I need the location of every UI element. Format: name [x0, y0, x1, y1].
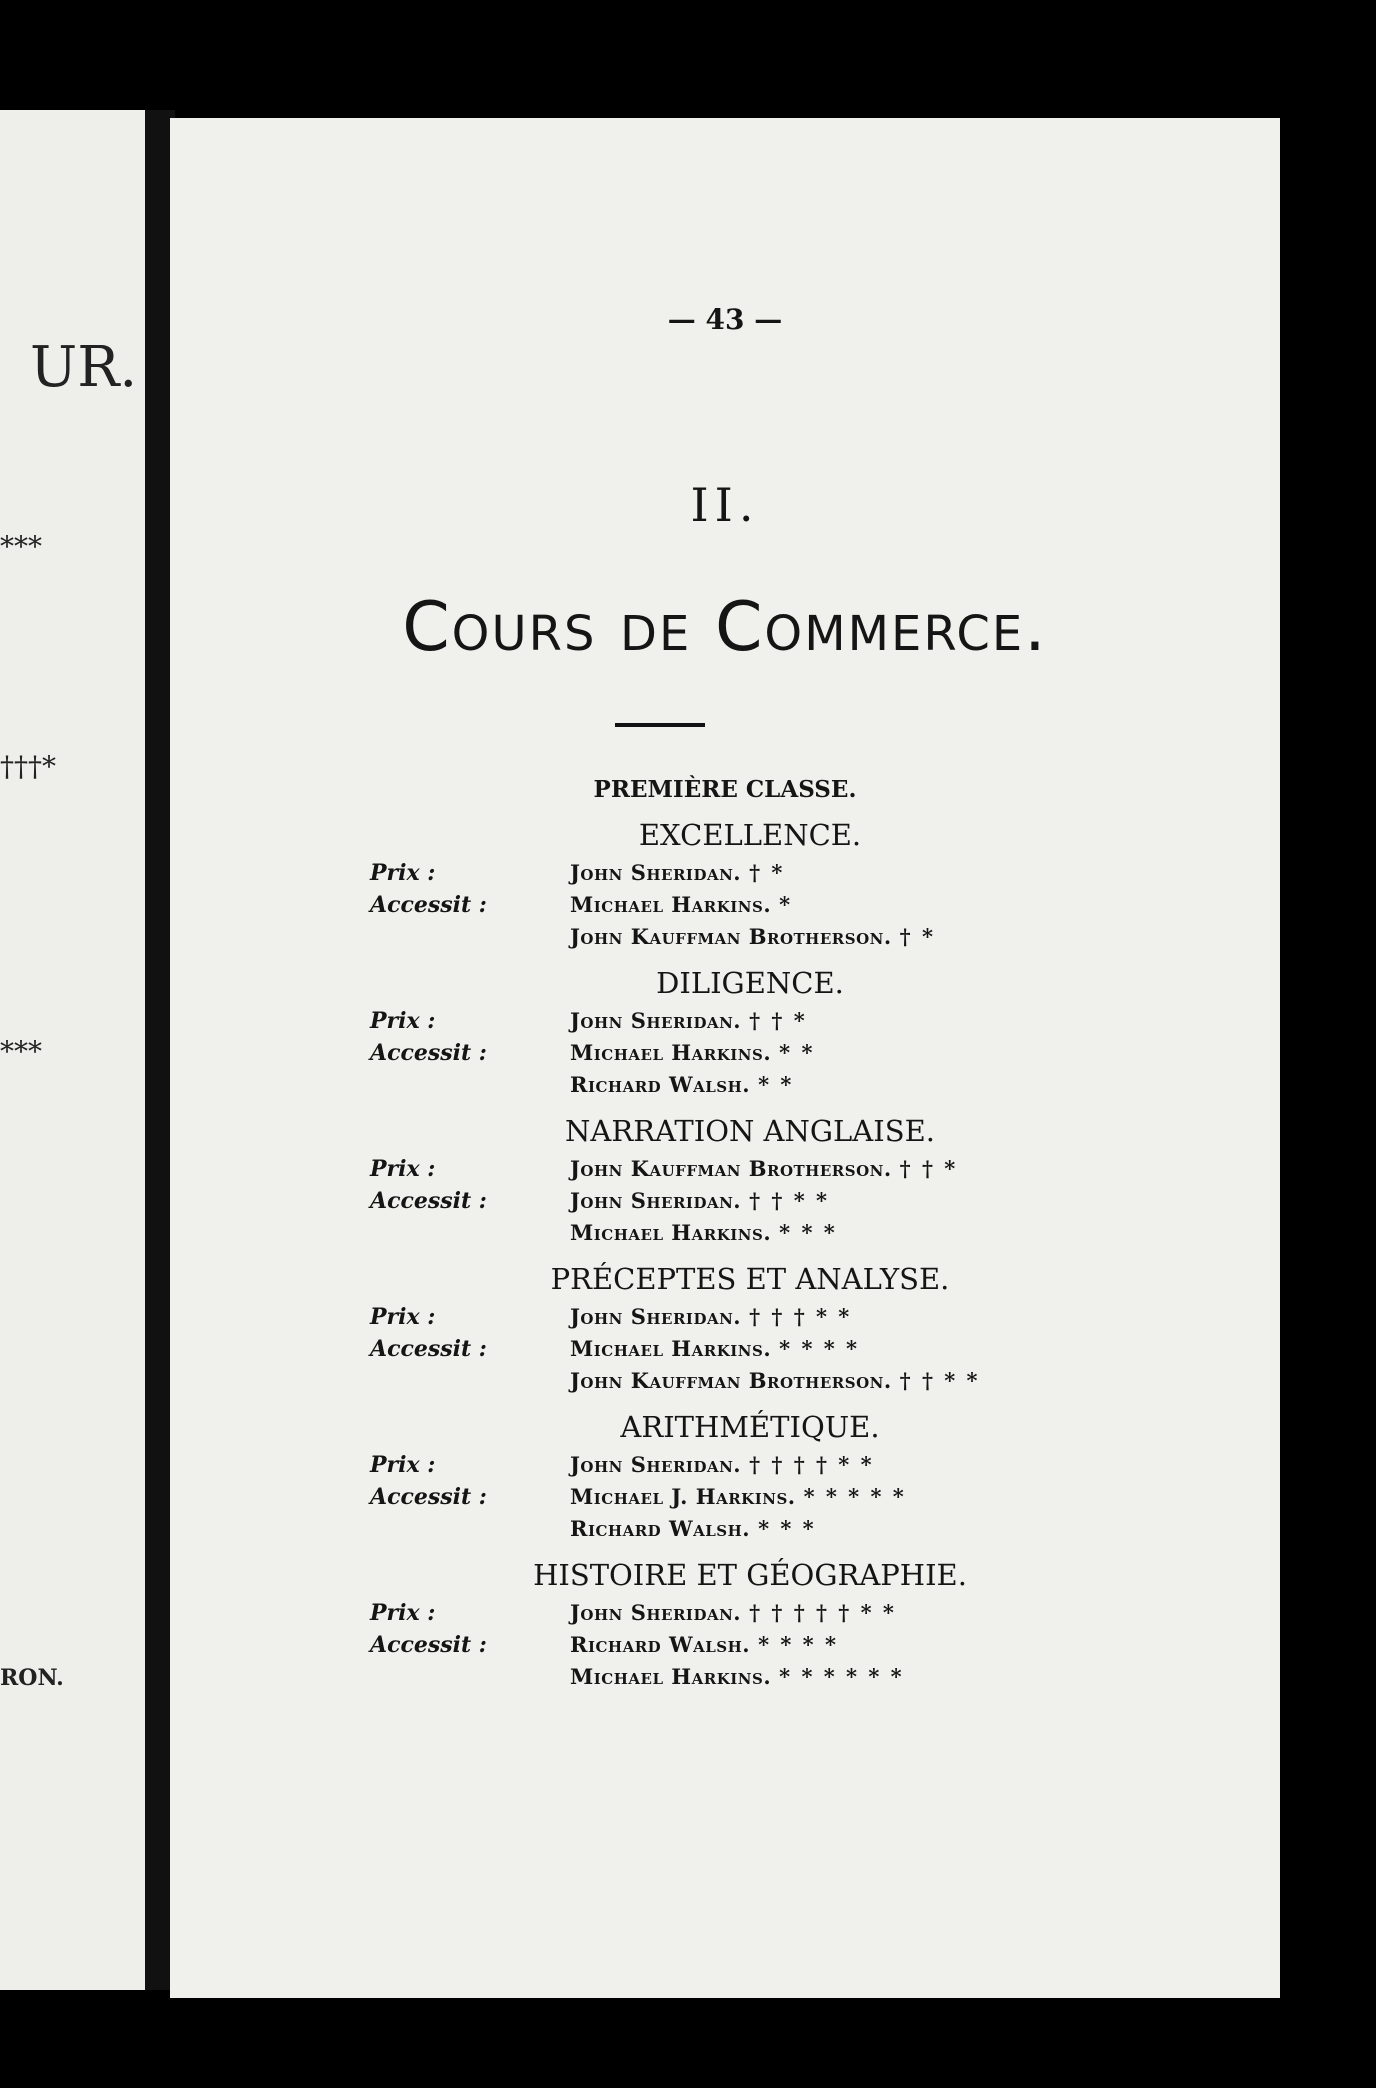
award-label: Accessit : [370, 1336, 487, 1362]
award-marks: † * [749, 860, 785, 885]
award-row [370, 1484, 1170, 1516]
page-title: Cours de Commerce. [402, 588, 1048, 667]
student-name: John Sheridan. [570, 1008, 742, 1033]
award-label: Accessit : [370, 1040, 487, 1066]
award-marks: * * [758, 1072, 794, 1097]
student-name: Michael J. Harkins. [570, 1484, 796, 1509]
left-page-marks-fragment: *** [0, 1035, 42, 1068]
left-page-heading-fragment: UR. [30, 335, 138, 400]
award-marks: † † * [899, 1156, 958, 1181]
award-marks: † † † * * [749, 1304, 852, 1329]
student-name: John Sheridan. [570, 1304, 742, 1329]
award-marks: † † * [749, 1008, 807, 1033]
award-row [370, 1156, 1170, 1188]
student-name: John Sheridan. [570, 860, 742, 885]
award-row [370, 1664, 1170, 1696]
award-marks: † † * * [899, 1368, 980, 1393]
award-row [370, 1220, 1170, 1252]
award-row [370, 1040, 1170, 1072]
subject-section [370, 1114, 1170, 1252]
award-marks: * [779, 892, 793, 917]
award-label: Prix : [370, 1600, 436, 1626]
student-name: John Kauffman Brotherson. [570, 1156, 892, 1181]
student-name: Michael Harkins. [570, 1664, 772, 1689]
award-marks: * * * * [758, 1632, 838, 1657]
left-page-name-fragment: RON. [0, 1665, 64, 1691]
award-marks: † * [899, 924, 935, 949]
award-marks: † † † † * * [749, 1452, 874, 1477]
subject-section [370, 818, 1170, 956]
subject-title: NARRATION ANGLAISE. [565, 1114, 935, 1148]
award-row [370, 1516, 1170, 1548]
award-label: Prix : [370, 1452, 436, 1478]
award-row [370, 1452, 1170, 1484]
award-label: Accessit : [370, 1632, 487, 1658]
class-heading: PREMIÈRE CLASSE. [593, 776, 857, 803]
divider-rule [615, 723, 705, 727]
award-label: Prix : [370, 1304, 436, 1330]
document-page [170, 118, 1280, 1998]
award-label: Accessit : [370, 1484, 487, 1510]
subject-title: DILIGENCE. [656, 966, 844, 1000]
left-page-fragment [0, 110, 150, 1990]
student-name: Michael Harkins. [570, 1220, 772, 1245]
award-row [370, 1336, 1170, 1368]
subject-title: HISTOIRE ET GÉOGRAPHIE. [533, 1558, 967, 1592]
subject-title: EXCELLENCE. [638, 818, 862, 852]
award-marks: * * [779, 1040, 815, 1065]
student-name: John Kauffman Brotherson. [570, 924, 892, 949]
award-marks: † † * * [749, 1188, 829, 1213]
student-name: Richard Walsh. [570, 1072, 751, 1097]
student-name: Richard Walsh. [570, 1516, 751, 1541]
subject-title: ARITHMÉTIQUE. [620, 1410, 880, 1444]
award-label: Prix : [370, 860, 436, 886]
subject-list [370, 818, 1170, 1706]
award-row [370, 1368, 1170, 1400]
student-name: John Kauffman Brotherson. [570, 1368, 892, 1393]
award-marks: * * * [758, 1516, 816, 1541]
award-marks: * * * [779, 1220, 837, 1245]
subject-section [370, 966, 1170, 1104]
subject-title: PRÉCEPTES ET ANALYSE. [550, 1262, 950, 1296]
award-row [370, 1632, 1170, 1664]
section-number: II. [690, 478, 760, 532]
award-row [370, 1008, 1170, 1040]
award-row [370, 860, 1170, 892]
student-name: Michael Harkins. [570, 892, 772, 917]
award-label: Accessit : [370, 1188, 487, 1214]
student-name: John Sheridan. [570, 1600, 742, 1625]
subject-section [370, 1262, 1170, 1400]
award-marks: * * * * * [803, 1484, 906, 1509]
page-number: — 43 — [667, 303, 783, 336]
student-name: John Sheridan. [570, 1452, 742, 1477]
subject-section [370, 1410, 1170, 1548]
left-page-marks-fragment: *** [0, 530, 42, 563]
award-marks: † † † † † * * [749, 1600, 896, 1625]
award-marks: * * * * [779, 1336, 860, 1361]
award-row [370, 1600, 1170, 1632]
award-label: Accessit : [370, 892, 487, 918]
student-name: John Sheridan. [570, 1188, 742, 1213]
award-row [370, 892, 1170, 924]
award-label: Prix : [370, 1156, 436, 1182]
award-row [370, 1188, 1170, 1220]
subject-section [370, 1558, 1170, 1696]
student-name: Michael Harkins. [570, 1336, 772, 1361]
student-name: Michael Harkins. [570, 1040, 772, 1065]
award-row [370, 924, 1170, 956]
left-page-marks-fragment: †††* [0, 750, 56, 783]
award-marks: * * * * * * [779, 1664, 904, 1689]
award-row [370, 1072, 1170, 1104]
award-label: Prix : [370, 1008, 436, 1034]
award-row [370, 1304, 1170, 1336]
student-name: Richard Walsh. [570, 1632, 751, 1657]
